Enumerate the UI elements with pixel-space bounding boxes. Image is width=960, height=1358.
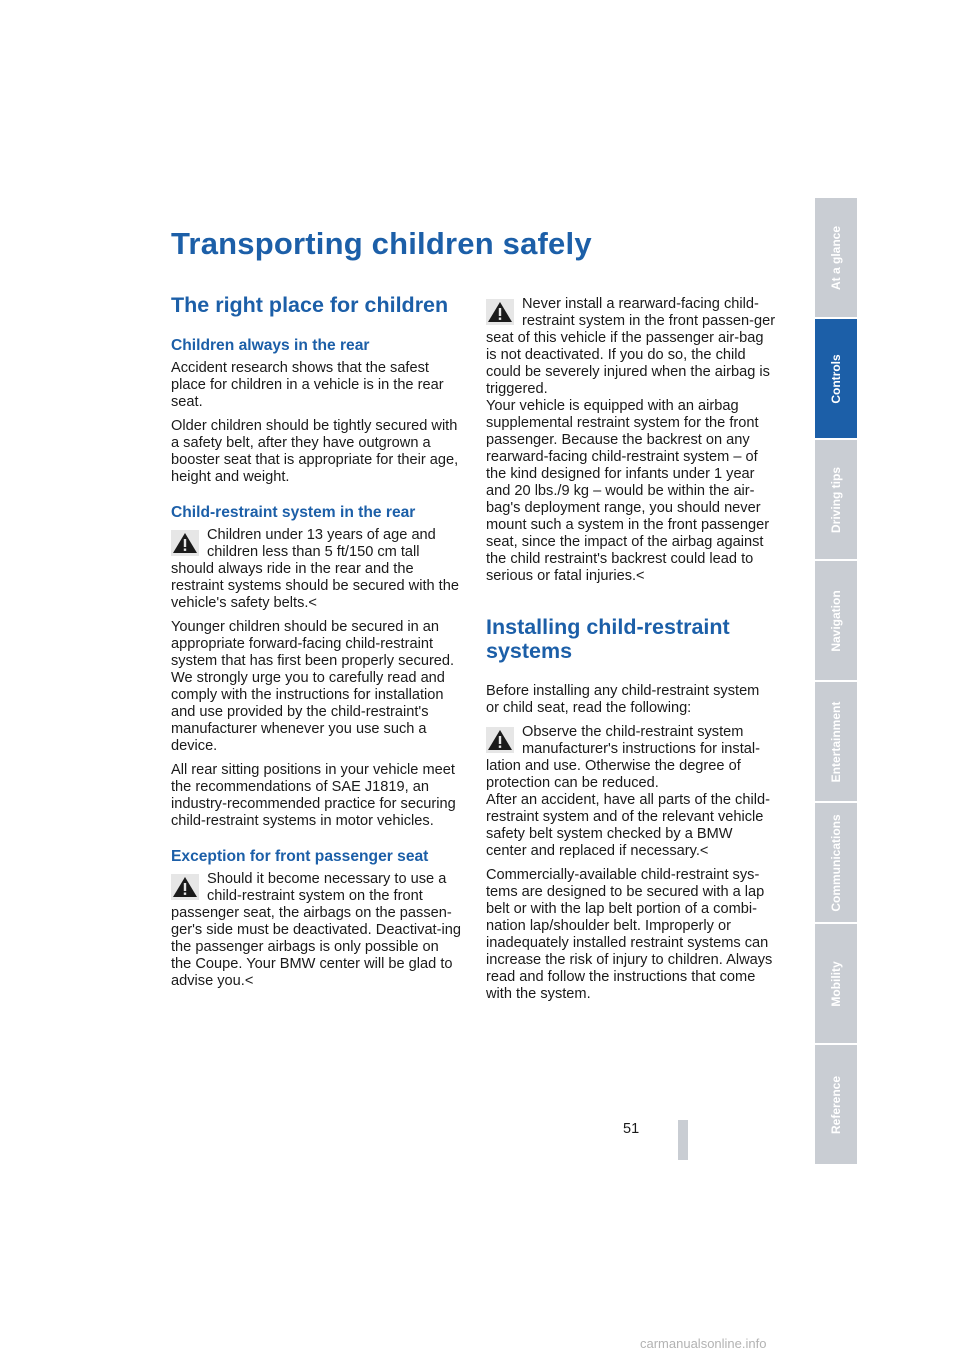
page-number: 51 <box>623 1121 640 1137</box>
warning-text: Never install a rearward-facing child-restraint system in the front passen-ger seat of this vehicle if the passenger air-bag is not deactivated. If you do so, the child could be severely injured when the airbag is triggered. <box>486 296 776 397</box>
paragraph: Older children should be tightly secured with a safety belt, after they have outgrown a booster seat that is appropriate for their age, height and weight. <box>171 418 459 485</box>
warning-text: Children under 13 years of age and children less than 5 ft/150 cm tall should always ride in the rear and the restraint systems should be secured with the vehicle's safety belts.< <box>171 527 459 611</box>
subheading-children-rear: Children always in the rear <box>171 337 370 354</box>
warning-text: After an accident, have all parts of the child-restraint system and of the relevant vehicle safety belt system checked by a BMW center and replaced if necessary.< <box>486 792 770 859</box>
chapter-tabs <box>815 198 857 1166</box>
warning-text: Your vehicle is equipped with an airbag supplemental restraint system for the front passenger. Because the backrest on any rearward-facing child-restraint system – of the kind designed for infants under 1 year and 20 lbs./9 kg – would be within the air-bag's deployment range, you should never mount such a system in the front passenger seat, since the impact of the airbag against the child restraint's backrest could lead to serious or fatal injuries.< <box>486 398 770 584</box>
warning-triangle-icon <box>486 299 516 327</box>
tab-reference[interactable]: Reference <box>815 1045 857 1164</box>
tab-driving-tips[interactable]: Driving tips <box>815 440 857 559</box>
paragraph: Accident research shows that the safest place for children in a vehicle is in the rear seat. <box>171 360 444 410</box>
section-heading-installing: Installing child-restraint systems <box>486 615 730 663</box>
page-title: Transporting children safely <box>171 226 592 261</box>
tab-controls[interactable]: Controls <box>815 319 857 438</box>
page-marker-bar <box>678 1120 688 1160</box>
warning-block <box>486 724 776 860</box>
tab-navigation[interactable]: Navigation <box>815 561 857 680</box>
paragraph: Before installing any child-restraint system or child seat, read the following: <box>486 683 760 716</box>
tab-communications[interactable]: Communications <box>815 803 857 922</box>
warning-triangle-icon <box>486 727 516 755</box>
section-heading-right-place: The right place for children <box>171 293 449 317</box>
watermark: carmanualsonline.info <box>640 1336 767 1351</box>
warning-text: Observe the child-restraint system manufacturer's instructions for instal-lation and use. Otherwise the degree of protection can be reduced. <box>486 724 760 791</box>
paragraph: Younger children should be secured in an appropriate forward-facing child-restraint system that has first been properly secured. We strongly urge you to carefully read and comply with the instructions for installation and use provided by the child-restraint's manufacturer whenever you use such a device. <box>171 619 455 754</box>
warning-triangle-icon <box>171 530 201 558</box>
subheading-child-restraint-rear: Child-restraint system in the rear <box>171 504 416 521</box>
tab-at-a-glance[interactable]: At a glance <box>815 198 857 317</box>
tab-mobility[interactable]: Mobility <box>815 924 857 1043</box>
warning-block <box>171 527 461 612</box>
subheading-front-passenger-exception: Exception for front passenger seat <box>171 848 429 865</box>
paragraph: All rear sitting positions in your vehicle meet the recommendations of SAE J1819, an industry-recommended practice for securing child-restraint systems in motor vehicles. <box>171 762 456 829</box>
left-column <box>171 293 461 997</box>
right-column <box>486 296 776 1010</box>
warning-block <box>486 296 776 585</box>
warning-triangle-icon <box>171 874 201 902</box>
warning-text: Should it become necessary to use a child-restraint system on the front passenger seat, the airbags on the passen-ger's side must be deactivated. Deactivat-ing the passenger airbags is only possible on the Coupe. Your BMW center will be glad to advise you.< <box>171 871 461 989</box>
warning-block <box>171 871 461 990</box>
paragraph: Commercially-available child-restraint sys-tems are designed to be secured with a lap belt or with the lap belt portion of a combi-nation lap/shoulder belt. Improperly or inadequately installed restraint systems can increase the risk of injury to children. Always read and follow the instructions that come with the system. <box>486 867 773 1002</box>
tab-entertainment[interactable]: Entertainment <box>815 682 857 801</box>
